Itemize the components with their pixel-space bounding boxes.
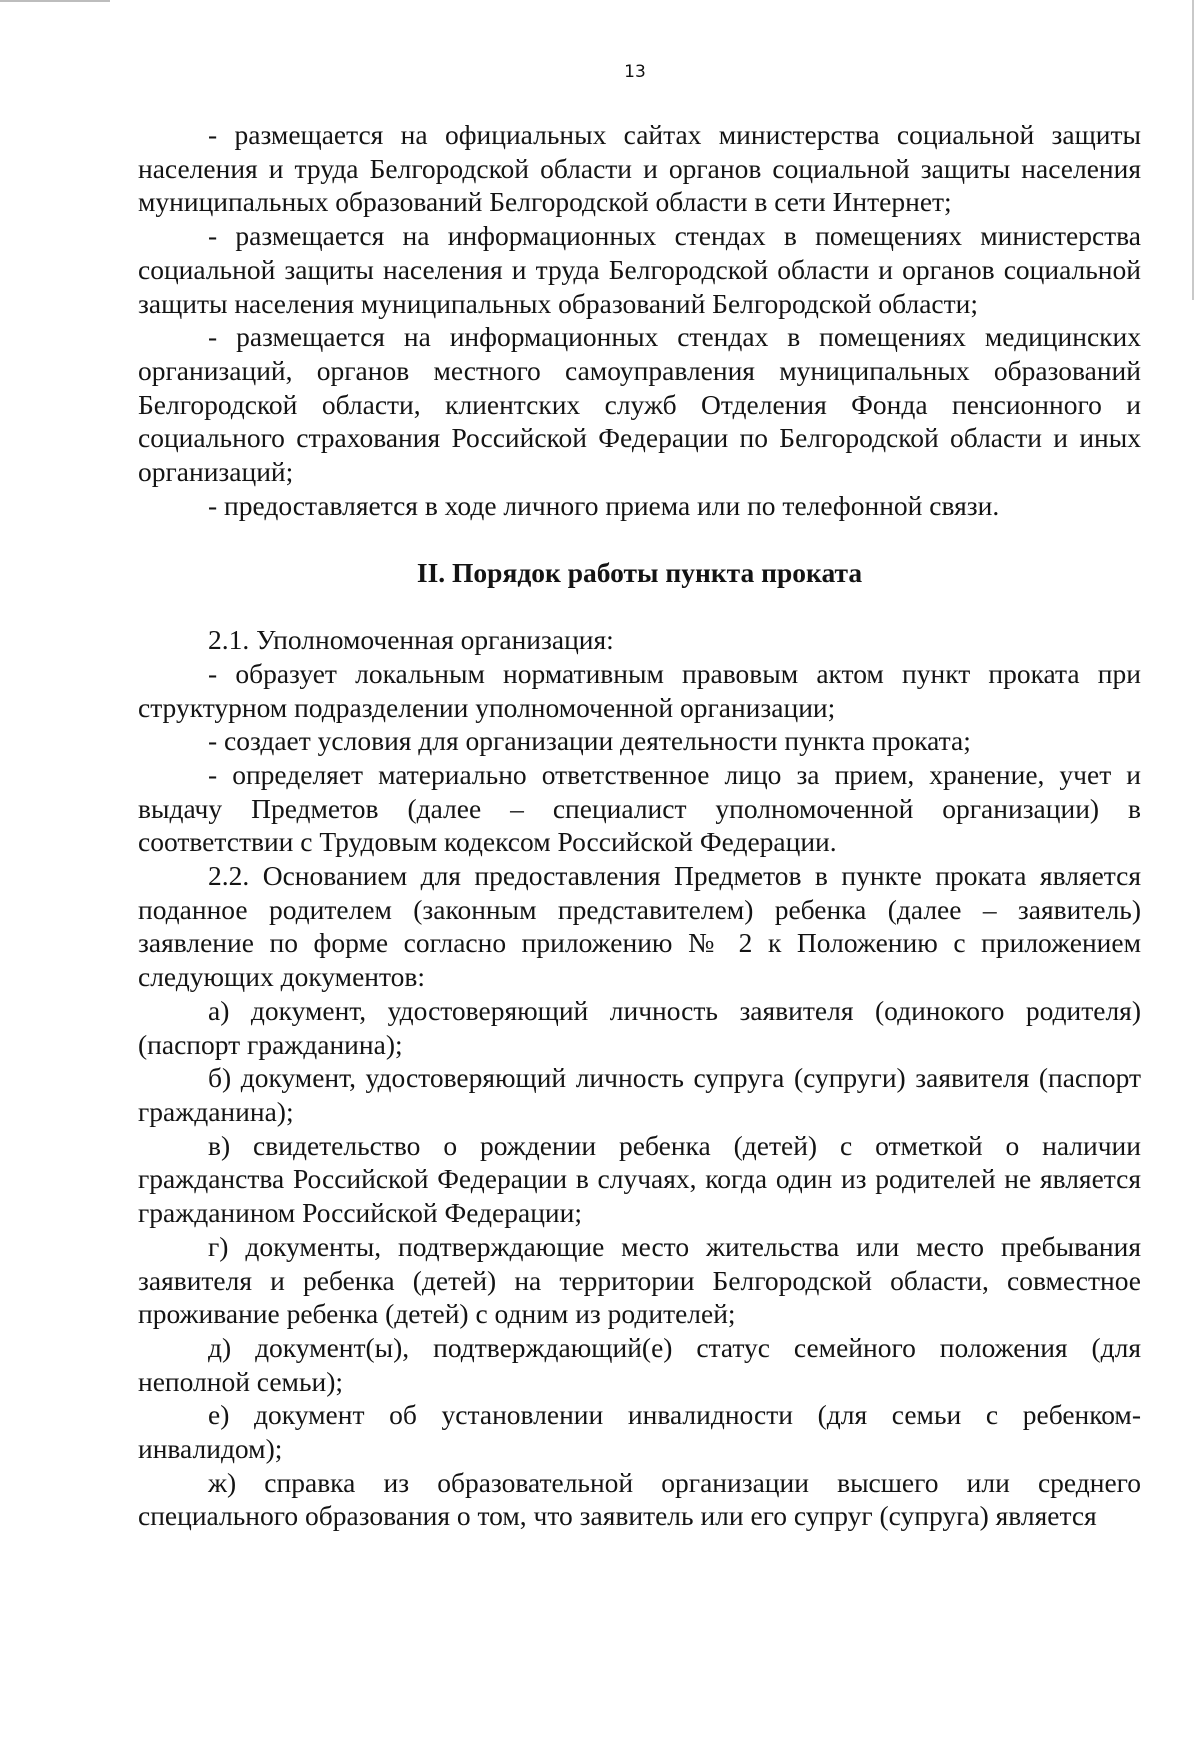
document-list-item: ж) справка из образовательной организации высшего или среднего специального образования о том, что заявитель или его супруг (супруга) является [138, 1466, 1141, 1532]
list-item: - создает условия для организации деятельности пункта проката; [208, 725, 971, 757]
list-item: - размещается на официальных сайтах министерства социальной защиты населения и труда Белгородской области и органов социальной защиты населения муниципальных образований Белгородской области в сети Интернет; [138, 119, 1141, 218]
document-list-item: д) документ(ы), подтверждающий(е) статус семейного положения (для неполной семьи); [138, 1331, 1141, 1397]
list-item: - определяет материально ответственное лицо за прием, хранение, учет и выдачу Предметов (далее – специалист уполномоченной организации) в соответствии с Трудовым кодексом Российской Федерации. [138, 758, 1141, 858]
clause-paragraph: 2.1. Уполномоченная организация: [208, 624, 614, 656]
page-number: 13 [624, 62, 646, 82]
section-heading: II. Порядок работы пункта проката [416, 557, 863, 589]
clause-paragraph: 2.2. Основанием для предоставления Предметов в пункте проката является поданное родителем (законным представителем) ребенка (далее – заявитель) заявление по форме согласно приложению № 2 к Положению с приложением следующих документов: [138, 860, 1141, 993]
scan-artifact-top [0, 0, 110, 2]
document-list-item: в) свидетельство о рождении ребенка (детей) с отметкой о наличии гражданства Российской Федерации в случаях, когда один из родителей не является гражданином Российской Федерации; [138, 1129, 1141, 1229]
list-item: - образует локальным нормативным правовым актом пункт проката при структурном подразделении уполномоченной организации; [138, 657, 1141, 723]
document-list-item: а) документ, удостоверяющий личность заявителя (одинокого родителя) (паспорт гражданина); [138, 994, 1141, 1060]
list-item: - размещается на информационных стендах в помещениях министерства социальной защиты населения и труда Белгородской области и органов социальной защиты населения муниципальных образований Белгородской области; [138, 220, 1141, 319]
document-list-item: е) документ об установлении инвалидности (для семьи с ребенком-инвалидом); [138, 1399, 1141, 1465]
document-list-item: г) документы, подтверждающие место жительства или место пребывания заявителя и ребенка (детей) на территории Белгородской области, совместное проживание ребенка (детей) с одним из родителей; [138, 1230, 1141, 1330]
scan-artifact-edge [1192, 0, 1194, 300]
document-body [138, 118, 1141, 1533]
list-item: - размещается на информационных стендах в помещениях медицинских организаций, органов местного самоуправления муниципальных образований Белгородской области, клиентских служб Отделения Фонда пенсионного и социального страхования Российской Федерации по Белгородской области и иных организаций; [138, 321, 1141, 488]
list-item: - предоставляется в ходе личного приема или по телефонной связи. [208, 489, 1000, 521]
document-list-item: б) документ, удостоверяющий личность супруга (супруги) заявителя (паспорт гражданина); [138, 1062, 1141, 1127]
